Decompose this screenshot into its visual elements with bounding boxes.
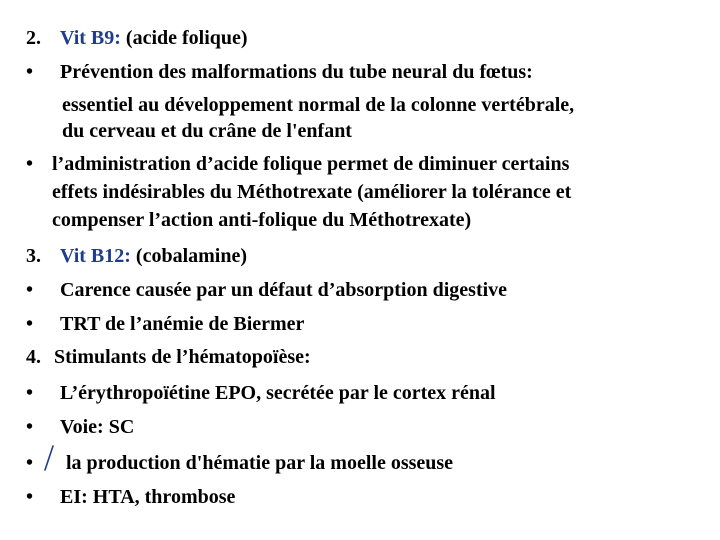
bullet-marker: • xyxy=(26,153,34,175)
number-marker: 4. xyxy=(26,346,41,368)
vit-b9-label: Vit B9: xyxy=(60,27,121,49)
bullet-text: Voie: SC xyxy=(60,416,135,438)
vit-b9-subtitle: (acide folique) xyxy=(120,27,248,49)
number-marker: 2. xyxy=(26,27,41,49)
bullet-text-line: effets indésirables du Méthotrexate (améliorer la tolérance et xyxy=(52,181,572,203)
bullet-marker: • xyxy=(26,452,34,474)
bullet-marker: • xyxy=(26,416,34,438)
bullet-marker: • xyxy=(26,382,34,404)
bullet-text-line: compenser l’action anti-folique du Méthotrexate) xyxy=(52,209,472,231)
bullet-text: EI: HTA, thrombose xyxy=(60,486,236,508)
bullet-text: la production d'hématie par la moelle osseuse xyxy=(66,452,454,474)
bullet-marker: • xyxy=(26,486,34,508)
bullet-text-line: l’administration d’acide folique permet de diminuer certains xyxy=(52,153,570,175)
bullet-text: L’érythropoïétine EPO, secrétée par le cortex rénal xyxy=(60,382,496,404)
vit-b12-label: Vit B12: xyxy=(60,245,131,267)
bullet-text: TRT de l’anémie de Biermer xyxy=(60,313,305,335)
bullet-text-line: essentiel au développement normal de la colonne vertébrale, xyxy=(62,94,575,116)
increase-slash-icon xyxy=(42,444,56,472)
bullet-text-line: du cerveau et du crâne de l'enfant xyxy=(62,120,352,142)
vit-b12-subtitle: (cobalamine) xyxy=(130,245,248,267)
bullet-marker: • xyxy=(26,61,34,83)
heading-text: Stimulants de l’hématopoïèse: xyxy=(54,346,311,368)
bullet-text-line: Prévention des malformations du tube neural du fœtus: xyxy=(60,61,533,83)
bullet-marker: • xyxy=(26,279,34,301)
bullet-text: Carence causée par un défaut d’absorption digestive xyxy=(60,279,508,301)
number-marker: 3. xyxy=(26,245,41,267)
bullet-marker: • xyxy=(26,313,34,335)
